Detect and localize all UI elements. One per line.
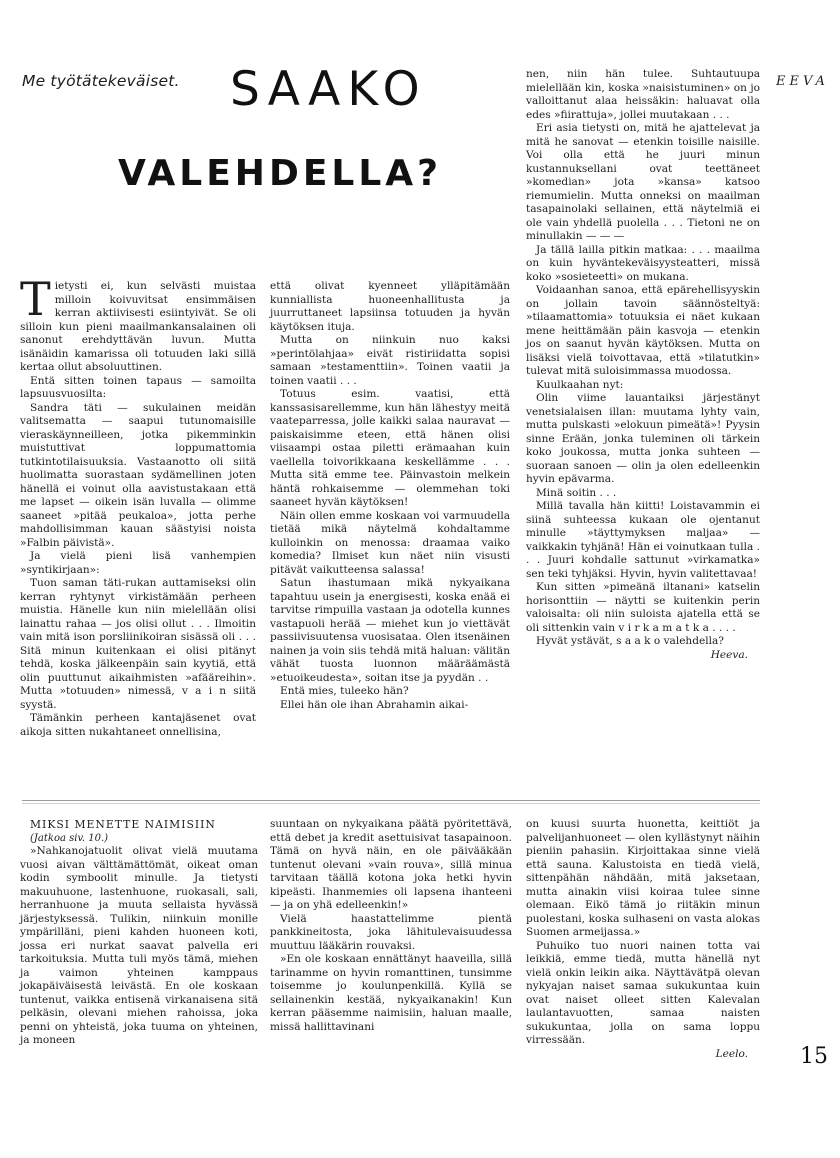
article1-paragraph: että olivat kyenneet ylläpitämään kunniallista huoneenhallitusta ja juurruttaneet lapsiinsa totuuden ja hyvän käytöksen ituja.	[270, 280, 510, 333]
article1-column-3	[526, 68, 760, 662]
article1-paragraph: nen, niin hän tulee. Suhtautuupa mielellään kin, koska »naisistuminen» on jo valloittanut alaa heissäkin: haluavat olla edes »fiirattuja», jollei muutakaan . . .	[526, 68, 760, 121]
article1-paragraph	[20, 272, 256, 375]
article2-paragraph: »Nahkanojatuolit olivat vielä muutama vuosi aivan välttämättömät, oikeat oman kodin symboolit minulle. Ja tietysti makuuhuone, lastenhuone, ruokasali, sali, herranhuone ja muuta sellaista hyvässä järjestyksessä. Tulikin, niinkuin monille ympärilläni, pieni kahden huoneen koti, jossa eri nurkat saavat palvella eri tarkoituksia. Mutta tuli myös tämä, miehen ja vaimon yhteinen kamppaus jokapäiväisestä leivästä. En ole koskaan tuntenut, vaikka entisenä virkanaisena sitä pelkäsin, olevani miehen rahoissa, joka penni on yhteistä, joka tuuma on yhteinen, ja moneen	[20, 845, 258, 1046]
article2-continued-note: (Jatkoa siv. 10.)	[30, 832, 109, 844]
article1-paragraph: Olin viime lauantaiksi järjestänyt venetsialaisen illan: muutama lyhty vain, mutta pulskasti »elokuun pimeätä»! Pyysin sinne Erään, jonka tuleminen oli tärkein koko joukossa, mutta jonka suhteen — suoraan sanoen — olin ja olen edelleenkin hyvin epävarma.	[526, 392, 760, 485]
article1-paragraph: Ja tällä lailla pitkin matkaa: . . . maailma on kuin hyväntekeväisyysteatteri, missä koko »sosieteetti» on mukana.	[526, 243, 760, 283]
article2-column-3	[526, 818, 760, 1061]
article2-column-1	[20, 818, 258, 1048]
article1-column-2	[270, 280, 510, 712]
article1-paragraph: Sandra täti — sukulainen meidän valitsematta — saapui tutunomaisille vieraskäynneilleen, jotka pikemminkin muistuttivat loppumattomia tutkintotilaisuuksia. Vastaanotto oli siitä huolimatta suorastaan sydämellinen joten hänellä ei voinut olla aavistustakaan että me lapset — oikein isän luvalla — olimme saaneet »pitää peukaloa», jotta perhe mahdollisimman kauan säästyisi noista »Falbin päivistä».	[20, 401, 256, 549]
article1-paragraph: Entä mies, tuleeko hän?	[280, 685, 409, 697]
article1-paragraph: Satun ihastumaan mikä nykyaikana tapahtuu usein ja energisesti, koska enää ei tarvitse rimpuilla vastaan ja odotella kunnes vastapuoli herää — miehet kun jo viettävät passiivisuutensa vuosisataa. Olen itsenäinen nainen ja voin siis tehdä mitä haluan: välitän vähät tuosta luonnon määräämästä »etuoikeudesta», soitan itse ja pyydän . .	[270, 577, 510, 684]
article1-paragraph: Totuus esim. vaatisi, että kanssasisarellemme, kun hän lähestyy meitä vaateparressa, jolle kaikki salaa nauravat — paiskaisimme eteen, että hänen olisi viisaampi ostaa piletti erämaahan kuin vaellella toivorikkaana keskellämme . . . Mutta sitä emme tee. Päinvastoin melkein häntä rohkaisemme — olemmehan toki saaneet hyvän käytöksen!	[270, 388, 510, 508]
article1-signature: Heeva.	[710, 648, 748, 661]
headline-line-2: VALEHDELLA?	[118, 153, 443, 194]
article2-paragraph: Vielä haastattelimme pientä pankkineitosta, joka lähitulevaisuudessa muuttuu lääkärin rouvaksi.	[270, 912, 512, 952]
article1-paragraph: Ellei hän ole ihan Abrahamin aikai-	[280, 698, 469, 711]
article2-paragraph: on kuusi suurta huonetta, keittiöt ja palvelijanhuoneet — olen kyllästynyt näihin pieniin pahasiin. Kirjoittakaa sinne vielä että sauna. Kalustoista en tiedä vielä, sittenpähän nähdään, mitä jaksetaan, mutta ainakin viisi koiraa tulee sinne olemaan. Eikö tämä jo riitäkin minun puolestani, koska sulhaseni on vasta alokas Suomen armeijassa.»	[526, 818, 760, 938]
article1-paragraph: Kun sitten »pimeänä iltanani» katselin horisonttiin — näytti se kuitenkin perin valoisalta: oli niin suloista ajatella että se oli sittenkin vain v i r k a m a t k a . . . .	[526, 581, 760, 634]
page-number: 15	[800, 1044, 828, 1069]
article2-signature: Leelo.	[715, 1047, 748, 1060]
section-divider-secondary	[22, 803, 760, 804]
article1-paragraph: Entä sitten toinen tapaus — samoilta lapsuusvuosilta:	[20, 374, 256, 400]
article1-paragraph: Ja vielä pieni lisä vanhempien »syntikirjaan»:	[20, 550, 256, 576]
article2-heading: MIKSI MENETTE NAIMISIIN	[30, 818, 216, 831]
article1-paragraph: Eri asia tietysti on, mitä he ajattelevat ja mitä he sanovat — etenkin toisille naisille. Voi olla että he juuri minun kustannuksellani ovat teettäneet »komedian» jota »kansa» katsoo riemumielin. Mutta onneksi on maailman tasapainolaki sellainen, että näytelmiä ei ole vain yhdellä puolella . . . Tietoni ne on minullakin — — —	[526, 122, 760, 242]
article1-paragraph: Mutta on niinkuin nuo kaksi »perintölahjaa» eivät ristiriidatta sopisi samaan »testamenttiin». Toinen vaatii ja toinen vaatii . . .	[270, 334, 510, 387]
article1-first-paragraph-text: ietysti ei, kun selvästi muistaa milloin koivuvitsat ensimmäisen kerran aktiivisesti esiintyivät. Se oli silloin kun pieni maailmankansalainen oli sanonut erehdyttävän luvun. Mutta isänäidin kamarissa oli totuuden laki sillä kertaa ollut absoluuttinen.	[20, 280, 256, 373]
article1-paragraph: Tämänkin perheen kantajäsenet ovat aikoja sitten nukahtaneet onnellisina,	[20, 712, 256, 738]
magazine-name: EEVA	[776, 74, 829, 89]
article1-paragraph: Voidaanhan sanoa, että epärehellisyyskin on jollain tavoin säännösteltyä: »tilaamattomia» totuuksia ei näet kukaan mene heittämään päin kasvoja — etenkin jos on saanut hyvän käytöksen. Mutta on lisäksi vielä toivottavaa, että »tilatutkin» tulevat mitä suloisimmassa muodossa.	[526, 284, 760, 377]
article1-paragraph: Hyvät ystävät, s a a k o valehdella?	[536, 635, 724, 647]
section-divider	[22, 800, 760, 801]
drop-cap: T	[20, 272, 51, 326]
headline-line-1: SAAKO	[230, 62, 427, 117]
article1-paragraph: Minä soitin . . .	[536, 486, 617, 499]
section-label: Me työtätekeväiset.	[22, 72, 180, 90]
article1-paragraph: Tuon saman täti-rukan auttamiseksi olin kerran ryhtynyt virkistämään perheen muistia. Hänelle kun niin mielellään olisi lainattu rahaa — jos olisi ollut . . . Ilmoitin vain mitä ison porsliinikoiran sisässä oli . . . Sitä minun kuitenkaan ei olisi pitänyt tehdä, koska jälkeenpäin sain kyytiä, että olin puuttunut aikaihmisten »afääreihin». Mutta »totuuden» nimessä, v a i n siitä syystä.	[20, 577, 256, 711]
article2-paragraph: »En ole koskaan ennättänyt haaveilla, sillä tarinamme on hyvin romanttinen, tunsimme toisemme jo koulunpenkillä. Kyllä se sellainenkin kestää, nykyaikanakin! Kun kerran pääsemme naimisiin, haluan maalle, missä hallittavinani	[270, 953, 512, 1033]
article1-paragraph: Kuulkaahan nyt:	[536, 378, 624, 391]
article1-column-1	[20, 272, 256, 739]
article1-paragraph: Näin ollen emme koskaan voi varmuudella tietää mikä näytelmä kohdaltamme kulloinkin on menossa: draamaa vaiko komedia? Ilmiset kun näet niin visusti pitävät vaikutteensa salassa!	[270, 509, 510, 576]
article2-paragraph: suuntaan on nykyaikana päätä pyöritettävä, että debet ja kredit asettuisivat tasapainoon. Tämä on hyvä näin, en ole päivääkään tuntenut olevani »vain rouva», sillä minua tarvitaan täällä kotona joka hetki hyvin kipeästi. Ihanmemies oli lapsena ihanteeni — ja on yhä edelleenkin!»	[270, 818, 512, 911]
article1-paragraph: Millä tavalla hän kiitti! Loistavammin ei siinä suhteessa kukaan ole ojentanut minulle »täyttymyksen maljaa» — vaikkakin tyhjänä! Hän ei voinutkaan tulla . . . Juuri kohdalle sattunut »virkamatka» sen teki tyhjäksi. Hyvin, hyvin valitettavaa!	[526, 500, 760, 580]
article2-column-2	[270, 818, 512, 1034]
article2-paragraph: Puhuiko tuo nuori nainen totta vai leikkiä, emme tiedä, mutta hänellä nyt vielä onkin leikin aika. Näyttävätpä olevan nykyajan naiset samaa sukukuntaa kuin ovat naiset olleet sitten Kalevalan laulantavuotten, samaa naisten sukukuntaa, jolla on sama loppu virressään.	[526, 939, 760, 1046]
